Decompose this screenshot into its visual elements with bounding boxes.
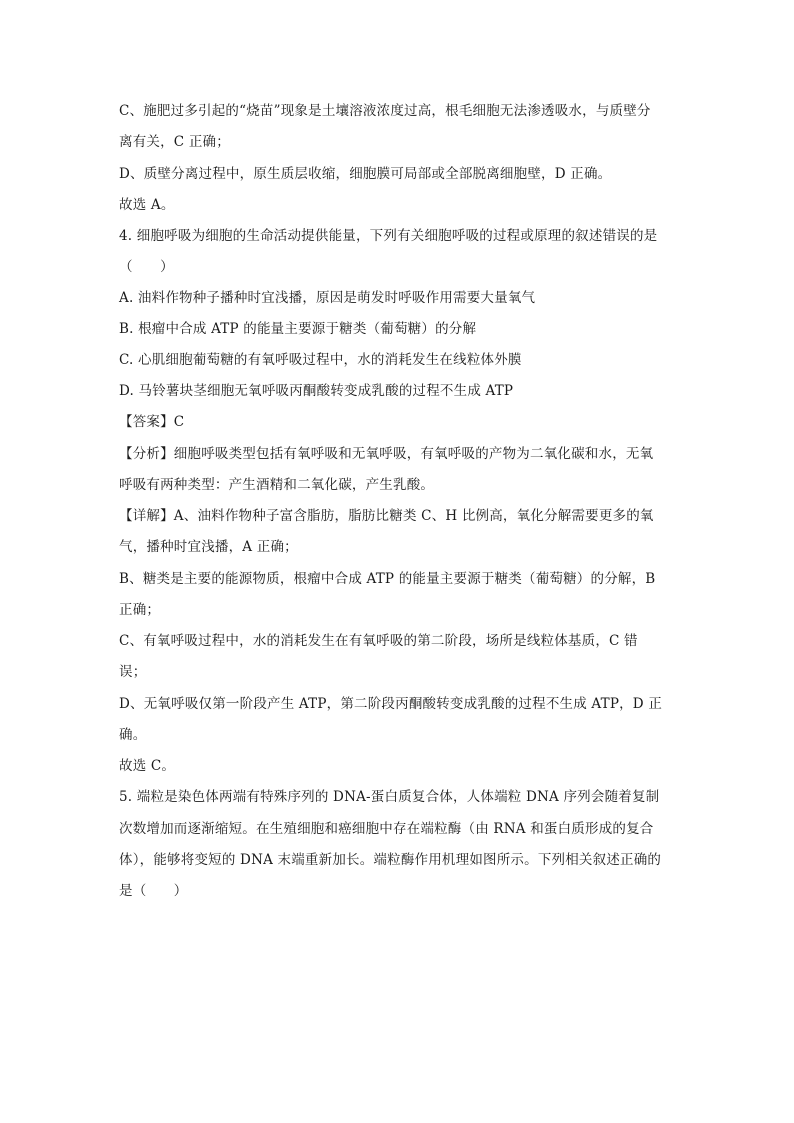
question-5-stem-4: 是（ ） [119,883,188,899]
question-4-option-b: B. 根瘤中合成 ATP 的能量主要源于糖类（葡萄糖）的分解 [119,321,477,337]
question-4-detail-c: C、有氧呼吸过程中，水的消耗发生在有氧呼吸的第二阶段，场所是线粒体基质，C 错 [119,633,638,649]
question-5-stem-2: 次数增加而逐渐缩短。在生殖细胞和癌细胞中存在端粒酶（由 RNA 和蛋白质形成的复合 [119,821,654,837]
question-4-option-a: A. 油料作物种子播种时宜浅播，原因是萌发时呼吸作用需要大量氧气 [119,290,536,306]
question-4-detail-d: D、无氧呼吸仅第一阶段产生 ATP，第二阶段丙酮酸转变成乳酸的过程不生成 ATP，D 正 [119,696,663,712]
question-5-stem-1: 5. 端粒是染色体两端有特殊序列的 DNA-蛋白质复合体，人体端粒 DNA 序列会随着复制 [119,789,660,805]
question-5-stem-3: 体），能够将变短的 DNA 末端重新加长。端粒酶作用机理如图所示。下列相关叙述正确的 [119,852,662,868]
question-4-analysis: 【分析】细胞呼吸类型包括有氧呼吸和无氧呼吸，有氧呼吸的产物为二氧化碳和水，无氧 [119,446,654,462]
question-4-analysis-cont: 呼吸有两种类型：产生酒精和二氧化碳，产生乳酸。 [119,477,435,493]
question-4-detail-d-cont: 确。 [119,727,147,743]
question-4-detail-a: 【详解】A、油料作物种子富含脂肪，脂肪比糖类 C、H 比例高，氧化分解需要更多的氧 [119,508,654,524]
question-4-choice: 故选 C。 [119,758,176,774]
question-4-stem: 4. 细胞呼吸为细胞的生命活动提供能量，下列有关细胞呼吸的过程或原理的叙述错误的是 [119,228,658,244]
question-4-paren: （ ） [119,259,174,275]
answer-choice-line: 故选 A。 [119,197,175,213]
question-4-option-d: D. 马铃薯块茎细胞无氧呼吸丙酮酸转变成乳酸的过程不生成 ATP [119,383,514,399]
explanation-line-c-cont: 离有关，C 正确； [119,134,230,150]
question-4-detail-b: B、糖类是主要的能源物质，根瘤中合成 ATP 的能量主要源于糖类（葡萄糖）的分解，B [119,571,656,587]
question-4-detail-a-cont: 气，播种时宜浅播，A 正确； [119,539,298,555]
question-4-detail-b-cont: 正确； [119,602,161,618]
question-4-answer: 【答案】C [119,414,185,430]
question-4-option-c: C. 心肌细胞葡萄糖的有氧呼吸过程中，水的消耗发生在线粒体外膜 [119,352,522,368]
explanation-line-c: C、施肥过多引起的“烧苗”现象是土壤溶液浓度过高，根毛细胞无法渗透吸水，与质壁分 [119,103,651,119]
question-4-detail-c-cont: 误； [119,664,147,680]
explanation-line-d: D、质壁分离过程中，原生质层收缩，细胞膜可局部或全部脱离细胞壁，D 正确。 [119,166,612,182]
